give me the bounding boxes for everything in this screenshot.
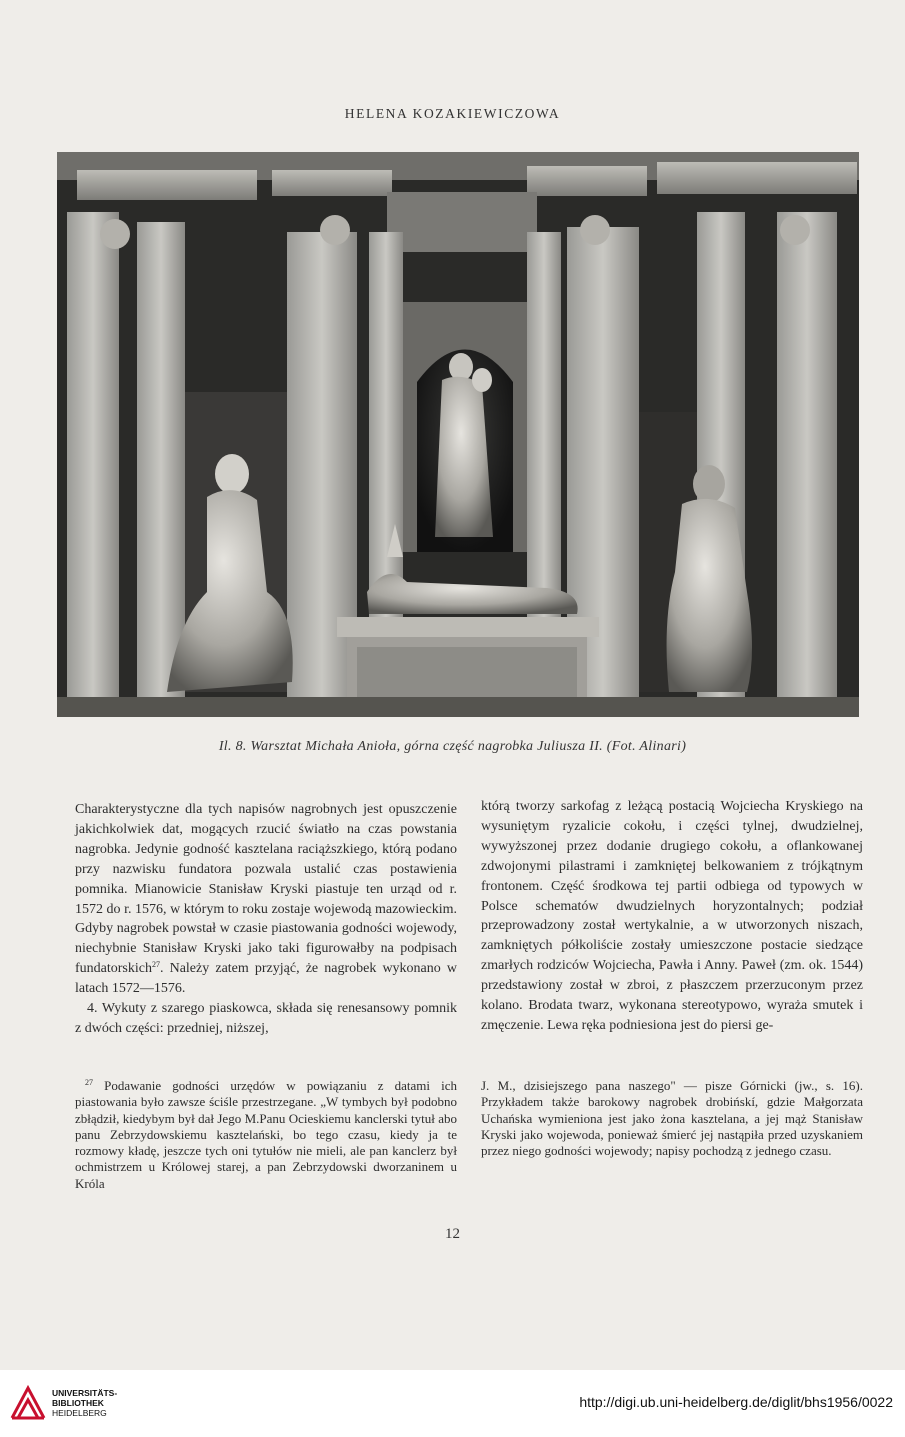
permalink-url[interactable]: http://digi.ub.uni-heidelberg.de/diglit/bhs1956/0022 bbox=[579, 1394, 893, 1410]
logo-line: HEIDELBERG bbox=[52, 1408, 107, 1418]
logo-line: BIBLIOTHEK bbox=[52, 1398, 104, 1408]
paragraph: 4. Wykuty z szarego piaskowca, składa się renesansowy pomnik z dwóch części: przedniej, niższej, bbox=[75, 1001, 457, 1036]
paragraph: którą tworzy sarkofag z leżącą postacią Wojciecha Kryskiego na wysuniętym ryzalicie cokołu, i części tylnej, dwudzielnej, wywyższonej przez dodanie drugiego cokołu, a oflankowanej zdwojonymi pilastrami i zamkniętej belkowaniem z trójkątnym frontonem. Część środkowa tej partii odbiega od typowych w Polsce schematów dwudzielnych horyzontalnych; podział przeprowadzony został wertykalnie, a w utworzonych niszach, zamkniętych półkoliście zostały umieszczone postacie siedzące zmarłych rodziców Wojciecha, Pawła i Anny. Paweł (zm. ok. 1544) przedstawiony został w zbroi, z płaszczem przerzuconym przez kolano. Brodata twarz, wykonana stereotypowo, wyraża smutek i zmęczenie. Lewa ręka podniesiona jest do piersi ge- bbox=[481, 799, 863, 1033]
footnote bbox=[75, 1078, 457, 1192]
body-column-right bbox=[481, 797, 863, 1036]
figure-caption: Il. 8. Warsztat Michała Anioła, górna część nagrobka Juliusza II. (Fot. Alinari) bbox=[218, 739, 687, 754]
library-logo[interactable] bbox=[8, 1378, 128, 1428]
paragraph-text: . Należy zatem przyjąć, że nagrobek wykonano w latach 1572—1576. bbox=[75, 961, 457, 997]
footnote-text: Podawanie godności urzędów w powiązaniu z datami ich piastowania było zawsze ściśle przestrzegane. „W tymbych był podobno zbłądził, kiedybym był dał Jego M.Panu Ocieskiemu kanclerski tytuł abo panu Zebrzydowskiemu kasztelański, bo tego czasu, kiedy ja te rozmowy kładę, jeszcze tych oni tytułów nie mieli, ale pan kanclerz był ochmistrzem u Królowej starej, a pan Zebrzydowski dworzaninem u Króla bbox=[75, 1078, 457, 1191]
tomb-photograph bbox=[57, 152, 859, 717]
footnote-number: 27 bbox=[85, 1078, 93, 1087]
page-number: 12 bbox=[445, 1226, 460, 1242]
footnote-continued: J. M., dzisiejszego pana naszego" — pisze Górnicki (jw., s. 16). Przykładem także barokowy nagrobek drobińskí, gdzie Małgorzata Uchańska wymieniona jest jako żona kasztelana, a jej mąż Stanisław Kryski jako wojewoda, ponieważ śmierć jej nastąpiła przed uzyskaniem przez niego godności wojewody; napisy pochodzą z jednego czasu. bbox=[481, 1078, 863, 1159]
library-logo-text bbox=[52, 1388, 117, 1418]
tomb-photograph-image bbox=[57, 152, 859, 717]
body-column-left bbox=[75, 800, 457, 1039]
footnote-ref: 27 bbox=[151, 960, 160, 970]
footnote-right bbox=[481, 1078, 863, 1159]
footnote-left bbox=[75, 1078, 457, 1192]
running-head: HELENA KOZAKIEWICZOWA bbox=[344, 106, 561, 121]
paragraph-text: Charakterystyczne dla tych napisów nagrobnych jest opuszczenie jakichkolwiek dat, mogących rzucić światło na czas powstania nagrobka. Jedynie godność kasztelana raciąższkiego, którą podano przy nazwisku fundatora pozwala ustalić czas postawienia pomnika. Mianowicie Stanisław Kryski piastuje ten urząd od r. 1572 do r. 1576, w którym to roku zostaje wojewodą mazowieckim. Gdyby nagrobek powstał w czasie piastowania godności wojewody, niechybnie Stanisław Kryski jako taki figurowałby na podpisach fundatorskich bbox=[75, 802, 457, 977]
library-logo-icon bbox=[8, 1382, 48, 1422]
viewer-footer bbox=[0, 1370, 905, 1437]
logo-line: UNIVERSITÄTS- bbox=[52, 1388, 118, 1398]
paragraph bbox=[75, 800, 457, 999]
